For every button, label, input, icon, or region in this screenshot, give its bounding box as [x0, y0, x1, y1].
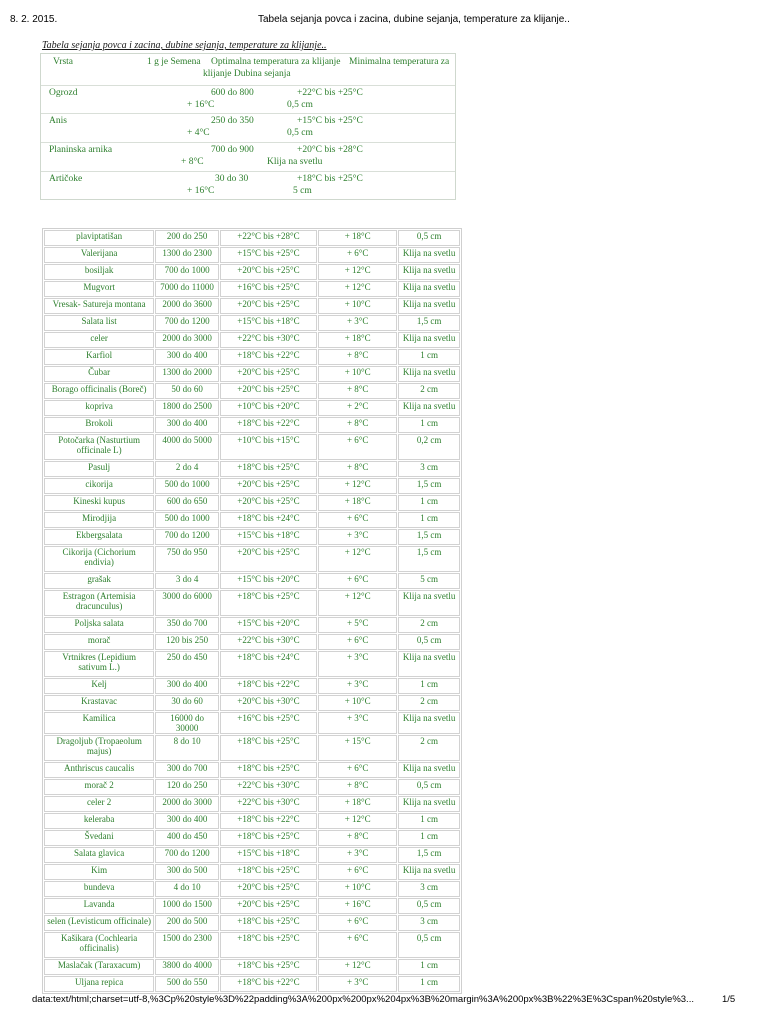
min-temp-cell: + 6°C — [318, 512, 397, 528]
depth-cell: 2 cm — [398, 735, 460, 761]
optimal-temp-cell: +18°C bis +25°C — [220, 932, 317, 958]
depth-cell: Klija na svetlu — [398, 864, 460, 880]
optimal-temp-cell: +20°C bis +25°C — [220, 298, 317, 314]
min-temp-cell: + 6°C — [318, 864, 397, 880]
depth-cell: 2 cm — [398, 695, 460, 711]
optimal-temp-cell: +20°C bis +25°C — [220, 264, 317, 280]
seeds-per-gram-cell: 750 do 950 — [155, 546, 219, 572]
optimal-temp-cell: +20°C bis +25°C — [220, 898, 317, 914]
table-row — [44, 678, 460, 694]
depth-cell: Klija na svetlu — [398, 762, 460, 778]
table-row — [44, 349, 460, 365]
seeds-per-gram-cell: 300 do 400 — [155, 813, 219, 829]
optimal-temp-cell: +20°C bis +25°C — [220, 881, 317, 897]
seeds-per-gram-cell: 2000 do 3600 — [155, 298, 219, 314]
intro-min: + 16°C — [187, 100, 215, 110]
plant-name-cell: Borago officinalis (Boreč) — [44, 383, 154, 399]
optimal-temp-cell: +20°C bis +25°C — [220, 366, 317, 382]
seeds-per-gram-cell: 300 do 400 — [155, 349, 219, 365]
seeds-per-gram-cell: 4 do 10 — [155, 881, 219, 897]
optimal-temp-cell: +20°C bis +25°C — [220, 495, 317, 511]
plant-name-cell: Pasulj — [44, 461, 154, 477]
table-row — [44, 915, 460, 931]
min-temp-cell: + 5°C — [318, 617, 397, 633]
seeds-per-gram-cell: 3 do 4 — [155, 573, 219, 589]
print-header — [0, 14, 768, 28]
optimal-temp-cell: +18°C bis +22°C — [220, 417, 317, 433]
depth-cell: Klija na svetlu — [398, 366, 460, 382]
table-row — [44, 881, 460, 897]
intro-opt: +18°C bis +25°C — [297, 174, 363, 184]
optimal-temp-cell: +18°C bis +25°C — [220, 830, 317, 846]
optimal-temp-cell: +18°C bis +22°C — [220, 813, 317, 829]
table-row — [44, 830, 460, 846]
optimal-temp-cell: +18°C bis +25°C — [220, 959, 317, 975]
depth-cell: 3 cm — [398, 915, 460, 931]
depth-cell: 1 cm — [398, 813, 460, 829]
min-temp-cell: + 8°C — [318, 417, 397, 433]
table-row — [44, 695, 460, 711]
optimal-temp-cell: +18°C bis +25°C — [220, 461, 317, 477]
min-temp-cell: + 6°C — [318, 932, 397, 958]
intro-name: Anis — [49, 116, 67, 126]
table-row — [44, 298, 460, 314]
min-temp-cell: + 12°C — [318, 959, 397, 975]
table-row — [44, 590, 460, 616]
depth-cell: 1,5 cm — [398, 315, 460, 331]
header-minimal-temp: Minimalna temperatura za — [349, 57, 450, 67]
document-title: Tabela sejanja povca i zacina, dubine sejanja, temperature za klijanje.. — [42, 40, 327, 51]
table-row — [44, 796, 460, 812]
min-temp-cell: + 3°C — [318, 847, 397, 863]
min-temp-cell: + 18°C — [318, 495, 397, 511]
plant-name-cell: celer 2 — [44, 796, 154, 812]
depth-cell: 1 cm — [398, 349, 460, 365]
table-row — [44, 264, 460, 280]
table-row — [44, 478, 460, 494]
depth-cell: Klija na svetlu — [398, 247, 460, 263]
seeds-per-gram-cell: 300 do 500 — [155, 864, 219, 880]
optimal-temp-cell: +20°C bis +25°C — [220, 478, 317, 494]
table-row — [44, 932, 460, 958]
seeds-per-gram-cell: 250 do 450 — [155, 651, 219, 677]
optimal-temp-cell: +18°C bis +25°C — [220, 735, 317, 761]
seeds-per-gram-cell: 350 do 700 — [155, 617, 219, 633]
table-row — [44, 762, 460, 778]
plant-name-cell: Maslačak (Taraxacum) — [44, 959, 154, 975]
min-temp-cell: + 12°C — [318, 813, 397, 829]
print-title: Tabela sejanja povca i zacina, dubine sejanja, temperature za klijanje.. — [258, 14, 570, 25]
min-temp-cell: + 8°C — [318, 349, 397, 365]
seeds-table — [42, 228, 462, 994]
plant-name-cell: celer — [44, 332, 154, 348]
seeds-per-gram-cell: 3800 do 4000 — [155, 959, 219, 975]
intro-depth: 0,5 cm — [287, 128, 313, 138]
table-row — [44, 315, 460, 331]
min-temp-cell: + 12°C — [318, 281, 397, 297]
seeds-per-gram-cell: 600 do 650 — [155, 495, 219, 511]
min-temp-cell: + 12°C — [318, 264, 397, 280]
intro-seeds: 600 do 800 — [211, 88, 254, 98]
table-row — [44, 976, 460, 992]
min-temp-cell: + 3°C — [318, 529, 397, 545]
plant-name-cell: Valerijana — [44, 247, 154, 263]
table-row — [44, 281, 460, 297]
seeds-per-gram-cell: 700 do 1200 — [155, 529, 219, 545]
optimal-temp-cell: +18°C bis +22°C — [220, 678, 317, 694]
seeds-per-gram-cell: 3000 do 6000 — [155, 590, 219, 616]
table-row — [44, 400, 460, 416]
seeds-per-gram-cell: 7000 do 11000 — [155, 281, 219, 297]
plant-name-cell: Dragoljub (Tropaeolum majus) — [44, 735, 154, 761]
table-row — [44, 529, 460, 545]
plant-name-cell: Karfiol — [44, 349, 154, 365]
plant-name-cell: Salata list — [44, 315, 154, 331]
optimal-temp-cell: +18°C bis +25°C — [220, 864, 317, 880]
depth-cell: 2 cm — [398, 617, 460, 633]
plant-name-cell: Potočarka (Nasturtium officinale L) — [44, 434, 154, 460]
table-row — [44, 332, 460, 348]
min-temp-cell: + 18°C — [318, 332, 397, 348]
optimal-temp-cell: +15°C bis +18°C — [220, 847, 317, 863]
intro-min: + 8°C — [181, 157, 204, 167]
depth-cell: 5 cm — [398, 573, 460, 589]
optimal-temp-cell: +18°C bis +24°C — [220, 512, 317, 528]
optimal-temp-cell: +15°C bis +20°C — [220, 617, 317, 633]
plant-name-cell: Vrtnikres (Lepidium sativum L.) — [44, 651, 154, 677]
seeds-per-gram-cell: 200 do 500 — [155, 915, 219, 931]
intro-opt: +22°C bis +25°C — [297, 88, 363, 98]
min-temp-cell: + 12°C — [318, 478, 397, 494]
depth-cell: 1,5 cm — [398, 847, 460, 863]
min-temp-cell: + 10°C — [318, 298, 397, 314]
seeds-per-gram-cell: 1800 do 2500 — [155, 400, 219, 416]
intro-min: + 4°C — [187, 128, 210, 138]
optimal-temp-cell: +22°C bis +30°C — [220, 796, 317, 812]
optimal-temp-cell: +18°C bis +25°C — [220, 762, 317, 778]
depth-cell: 1 cm — [398, 512, 460, 528]
plant-name-cell: Kamilica — [44, 712, 154, 734]
plant-name-cell: bosiljak — [44, 264, 154, 280]
intro-depth: 0,5 cm — [287, 100, 313, 110]
plant-name-cell: plaviptatišan — [44, 230, 154, 246]
optimal-temp-cell: +18°C bis +25°C — [220, 590, 317, 616]
optimal-temp-cell: +22°C bis +30°C — [220, 779, 317, 795]
optimal-temp-cell: +18°C bis +22°C — [220, 976, 317, 992]
plant-name-cell: Lavanda — [44, 898, 154, 914]
optimal-temp-cell: +18°C bis +22°C — [220, 349, 317, 365]
min-temp-cell: + 18°C — [318, 796, 397, 812]
min-temp-cell: + 3°C — [318, 712, 397, 734]
min-temp-cell: + 3°C — [318, 315, 397, 331]
intro-row — [41, 143, 455, 172]
table-row — [44, 230, 460, 246]
plant-name-cell: Anthriscus caucalis — [44, 762, 154, 778]
intro-name: Artičoke — [49, 174, 83, 184]
footer-url: data:text/html;charset=utf-8,%3Cp%20style%3D%22padding%3A%200px%200px%204px%3B%20margin%3A%200px%3B%22%3E%3Cspan%20style%3... — [32, 994, 694, 1005]
header-vrsta: Vrsta — [53, 57, 74, 67]
depth-cell: 3 cm — [398, 881, 460, 897]
depth-cell: 1 cm — [398, 417, 460, 433]
plant-name-cell: keleraba — [44, 813, 154, 829]
seeds-per-gram-cell: 200 do 250 — [155, 230, 219, 246]
min-temp-cell: + 6°C — [318, 573, 397, 589]
depth-cell: Klija na svetlu — [398, 332, 460, 348]
min-temp-cell: + 10°C — [318, 881, 397, 897]
intro-min: + 16°C — [187, 186, 215, 196]
plant-name-cell: Cikorija (Cichorium endivia) — [44, 546, 154, 572]
table-row — [44, 735, 460, 761]
optimal-temp-cell: +15°C bis +25°C — [220, 247, 317, 263]
table-row — [44, 959, 460, 975]
seeds-per-gram-cell: 1500 do 2300 — [155, 932, 219, 958]
plant-name-cell: Kim — [44, 864, 154, 880]
depth-cell: Klija na svetlu — [398, 400, 460, 416]
seeds-per-gram-cell: 300 do 400 — [155, 417, 219, 433]
min-temp-cell: + 3°C — [318, 976, 397, 992]
depth-cell: 0,5 cm — [398, 932, 460, 958]
plant-name-cell: Kineski kupus — [44, 495, 154, 511]
table-row — [44, 366, 460, 382]
seeds-per-gram-cell: 2000 do 3000 — [155, 796, 219, 812]
min-temp-cell: + 18°C — [318, 230, 397, 246]
depth-cell: 1 cm — [398, 830, 460, 846]
header-optimal-temp: Optimalna temperatura za klijanje — [211, 57, 341, 67]
min-temp-cell: + 10°C — [318, 695, 397, 711]
min-temp-cell: + 8°C — [318, 383, 397, 399]
table-row — [44, 847, 460, 863]
depth-cell: Klija na svetlu — [398, 264, 460, 280]
min-temp-cell: + 8°C — [318, 779, 397, 795]
depth-cell: 1 cm — [398, 959, 460, 975]
seeds-per-gram-cell: 50 do 60 — [155, 383, 219, 399]
min-temp-cell: + 15°C — [318, 735, 397, 761]
table-row — [44, 712, 460, 734]
plant-name-cell: cikorija — [44, 478, 154, 494]
depth-cell: Klija na svetlu — [398, 796, 460, 812]
seeds-per-gram-cell: 400 do 450 — [155, 830, 219, 846]
table-row — [44, 434, 460, 460]
intro-depth: Klija na svetlu — [267, 157, 323, 167]
optimal-temp-cell: +18°C bis +25°C — [220, 915, 317, 931]
plant-name-cell: Salata glavica — [44, 847, 154, 863]
intro-table — [40, 53, 456, 200]
min-temp-cell: + 16°C — [318, 898, 397, 914]
min-temp-cell: + 10°C — [318, 366, 397, 382]
seeds-per-gram-cell: 500 do 1000 — [155, 512, 219, 528]
min-temp-cell: + 6°C — [318, 634, 397, 650]
plant-name-cell: selen (Levisticum officinale) — [44, 915, 154, 931]
depth-cell: Klija na svetlu — [398, 281, 460, 297]
seeds-per-gram-cell: 120 bis 250 — [155, 634, 219, 650]
plant-name-cell: Brokoli — [44, 417, 154, 433]
intro-name: Planinska arnika — [49, 145, 113, 155]
min-temp-cell: + 2°C — [318, 400, 397, 416]
optimal-temp-cell: +10°C bis +20°C — [220, 400, 317, 416]
plant-name-cell: Mugvort — [44, 281, 154, 297]
min-temp-cell: + 8°C — [318, 461, 397, 477]
optimal-temp-cell: +16°C bis +25°C — [220, 281, 317, 297]
intro-row — [41, 86, 455, 114]
plant-name-cell: Kašikara (Cochlearia officinalis) — [44, 932, 154, 958]
print-footer — [0, 994, 768, 1008]
plant-name-cell: morač — [44, 634, 154, 650]
seeds-per-gram-cell: 120 do 250 — [155, 779, 219, 795]
table-row — [44, 247, 460, 263]
seeds-per-gram-cell: 30 do 60 — [155, 695, 219, 711]
depth-cell: 1 cm — [398, 495, 460, 511]
intro-seeds: 30 do 30 — [215, 174, 249, 184]
depth-cell: Klija na svetlu — [398, 298, 460, 314]
plant-name-cell: Ekbergsalata — [44, 529, 154, 545]
footer-page-number: 1/5 — [722, 994, 736, 1005]
depth-cell: 0,5 cm — [398, 898, 460, 914]
depth-cell: 0,5 cm — [398, 634, 460, 650]
optimal-temp-cell: +15°C bis +20°C — [220, 573, 317, 589]
table-row — [44, 417, 460, 433]
header-grams-seeds: 1 g je Semena — [147, 57, 201, 67]
plant-name-cell: morač 2 — [44, 779, 154, 795]
depth-cell: 1 cm — [398, 678, 460, 694]
seeds-per-gram-cell: 2000 do 3000 — [155, 332, 219, 348]
depth-cell: 0,5 cm — [398, 779, 460, 795]
optimal-temp-cell: +20°C bis +30°C — [220, 695, 317, 711]
seeds-per-gram-cell: 1300 do 2000 — [155, 366, 219, 382]
min-temp-cell: + 6°C — [318, 915, 397, 931]
table-row — [44, 512, 460, 528]
depth-cell: Klija na svetlu — [398, 651, 460, 677]
plant-name-cell: Poljska salata — [44, 617, 154, 633]
depth-cell: 0,5 cm — [398, 230, 460, 246]
plant-name-cell: kopriva — [44, 400, 154, 416]
depth-cell: 1 cm — [398, 976, 460, 992]
intro-opt: +20°C bis +28°C — [297, 145, 363, 155]
optimal-temp-cell: +20°C bis +25°C — [220, 383, 317, 399]
min-temp-cell: + 6°C — [318, 762, 397, 778]
depth-cell: Klija na svetlu — [398, 712, 460, 734]
intro-row — [41, 114, 455, 143]
seeds-per-gram-cell: 700 do 1200 — [155, 315, 219, 331]
plant-name-cell: Švedani — [44, 830, 154, 846]
plant-name-cell: Estragon (Artemisia dracunculus) — [44, 590, 154, 616]
intro-seeds: 250 do 350 — [211, 116, 254, 126]
table-row — [44, 546, 460, 572]
depth-cell: 2 cm — [398, 383, 460, 399]
seeds-per-gram-cell: 4000 do 5000 — [155, 434, 219, 460]
seeds-per-gram-cell: 500 do 550 — [155, 976, 219, 992]
plant-name-cell: Vresak- Satureja montana — [44, 298, 154, 314]
optimal-temp-cell: +20°C bis +25°C — [220, 546, 317, 572]
table-row — [44, 634, 460, 650]
optimal-temp-cell: +15°C bis +18°C — [220, 529, 317, 545]
table-row — [44, 898, 460, 914]
table-row — [44, 573, 460, 589]
seeds-per-gram-cell: 16000 do 30000 — [155, 712, 219, 734]
plant-name-cell: Krastavac — [44, 695, 154, 711]
optimal-temp-cell: +22°C bis +30°C — [220, 332, 317, 348]
seeds-per-gram-cell: 1000 do 1500 — [155, 898, 219, 914]
seeds-per-gram-cell: 500 do 1000 — [155, 478, 219, 494]
seeds-per-gram-cell: 300 do 700 — [155, 762, 219, 778]
plant-name-cell: Čubar — [44, 366, 154, 382]
min-temp-cell: + 6°C — [318, 247, 397, 263]
seeds-per-gram-cell: 8 do 10 — [155, 735, 219, 761]
table-row — [44, 383, 460, 399]
optimal-temp-cell: +15°C bis +18°C — [220, 315, 317, 331]
table-row — [44, 495, 460, 511]
seeds-per-gram-cell: 1300 do 2300 — [155, 247, 219, 263]
depth-cell: 3 cm — [398, 461, 460, 477]
intro-depth: 5 cm — [293, 186, 312, 196]
optimal-temp-cell: +22°C bis +30°C — [220, 634, 317, 650]
depth-cell: 1,5 cm — [398, 529, 460, 545]
print-date: 8. 2. 2015. — [10, 14, 58, 25]
table-row — [44, 864, 460, 880]
seeds-per-gram-cell: 700 do 1000 — [155, 264, 219, 280]
plant-name-cell: Mirodjija — [44, 512, 154, 528]
table-row — [44, 617, 460, 633]
depth-cell: 1,5 cm — [398, 546, 460, 572]
optimal-temp-cell: +16°C bis +25°C — [220, 712, 317, 734]
seeds-per-gram-cell: 700 do 1200 — [155, 847, 219, 863]
plant-name-cell: grašak — [44, 573, 154, 589]
depth-cell: 0,2 cm — [398, 434, 460, 460]
plant-name-cell: Uljana repica — [44, 976, 154, 992]
min-temp-cell: + 6°C — [318, 434, 397, 460]
table-row — [44, 461, 460, 477]
table-row — [44, 813, 460, 829]
min-temp-cell: + 3°C — [318, 651, 397, 677]
optimal-temp-cell: +22°C bis +28°C — [220, 230, 317, 246]
seeds-per-gram-cell: 2 do 4 — [155, 461, 219, 477]
table-row — [44, 779, 460, 795]
intro-opt: +15°C bis +25°C — [297, 116, 363, 126]
header-depth: klijanje Dubina sejanja — [203, 69, 291, 79]
optimal-temp-cell: +18°C bis +24°C — [220, 651, 317, 677]
intro-table-header — [41, 54, 455, 86]
intro-seeds: 700 do 900 — [211, 145, 254, 155]
depth-cell: Klija na svetlu — [398, 590, 460, 616]
depth-cell: 1,5 cm — [398, 478, 460, 494]
plant-name-cell: bundeva — [44, 881, 154, 897]
optimal-temp-cell: +10°C bis +15°C — [220, 434, 317, 460]
min-temp-cell: + 12°C — [318, 590, 397, 616]
plant-name-cell: Kelj — [44, 678, 154, 694]
min-temp-cell: + 8°C — [318, 830, 397, 846]
min-temp-cell: + 3°C — [318, 678, 397, 694]
table-row — [44, 651, 460, 677]
intro-name: Ogrozd — [49, 88, 78, 98]
seeds-table-body — [44, 230, 460, 992]
intro-row — [41, 172, 455, 199]
seeds-per-gram-cell: 300 do 400 — [155, 678, 219, 694]
min-temp-cell: + 12°C — [318, 546, 397, 572]
